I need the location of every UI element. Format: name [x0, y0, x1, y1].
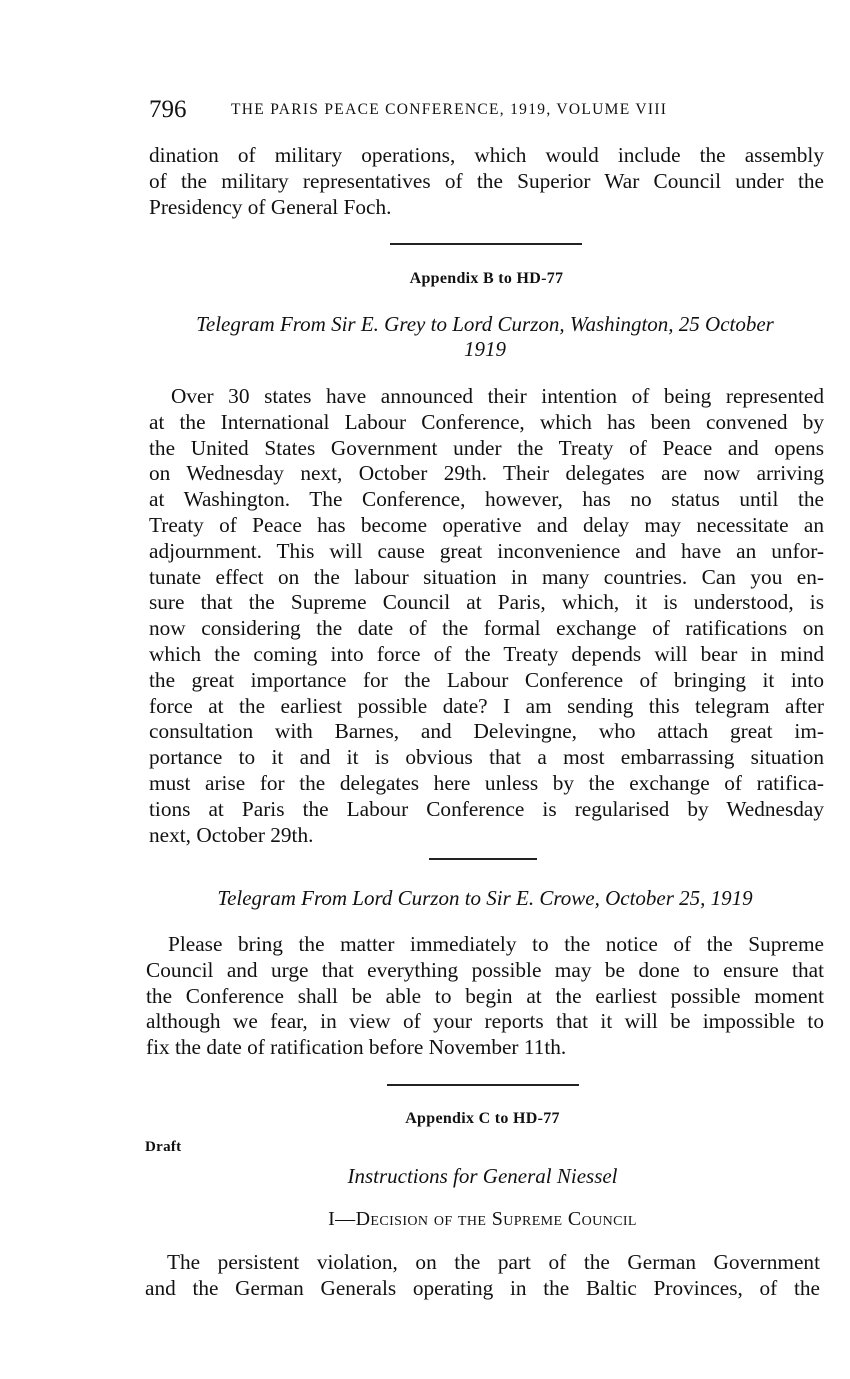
paragraph-line: Treaty of Peace has become operative and delay may necessitate an — [149, 512, 824, 537]
paragraph-line: portance to it and it is obvious that a most embarrassing situation — [149, 745, 824, 770]
instructions-heading: Instructions for General Niessel — [347, 1164, 618, 1188]
paragraph-line: now considering the date of the formal exchange of ratifications on — [149, 616, 824, 641]
telegram-1-heading-line: Telegram From Sir E. Grey to Lord Curzon, Washington, 25 October — [196, 312, 774, 336]
paragraph-line: the great importance for the Labour Conference of bringing it into — [149, 667, 824, 692]
paragraph-line: force at the earliest possible date? I am sending this telegram after — [149, 693, 824, 718]
paragraph-line: at the International Labour Conference, which has been convened by — [149, 409, 824, 434]
telegram-1-heading-line: 1919 — [464, 337, 506, 361]
draft-label: Draft — [145, 1139, 182, 1155]
section-divider — [387, 1084, 579, 1086]
paragraph-line: at Washington. The Conference, however, has no status until the — [149, 487, 824, 512]
telegram-2-heading: Telegram From Lord Curzon to Sir E. Crowe, October 25, 1919 — [217, 886, 753, 910]
paragraph-line: on Wednesday next, October 29th. Their delegates are now arriving — [149, 461, 824, 486]
paragraph-line: tunate effect on the labour situation in many countries. Can you en- — [149, 564, 824, 589]
telegram-1-heading — [145, 312, 825, 362]
paragraph-line: although we fear, in view of your reports that it will be impossible to — [146, 1009, 824, 1034]
paragraph-line: next, October 29th. — [149, 822, 314, 847]
paragraph-line: Presidency of General Foch. — [149, 194, 392, 219]
paragraph-line: the Conference shall be able to begin at the earliest possible moment — [146, 983, 824, 1008]
telegram-1-body — [149, 384, 824, 848]
paragraph-line: the United States Government under the Treaty of Peace and opens — [149, 435, 824, 460]
paragraph-line: adjournment. This will cause great inconvenience and have an unfor- — [149, 538, 824, 563]
paragraph-line: Council and urge that everything possible may be done to ensure that — [146, 957, 824, 982]
section-divider — [390, 243, 582, 245]
page-number: 796 — [149, 96, 187, 123]
paragraph-line: Please bring the matter immediately to the notice of the Supreme — [168, 932, 824, 956]
telegram-2-body — [146, 932, 824, 1061]
section-divider — [429, 858, 537, 860]
paragraph-line: of the military representatives of the Superior War Council under the — [149, 168, 824, 193]
section-heading: I—Decision of the Supreme Council — [328, 1208, 637, 1230]
paragraph-line: which the coming into force of the Treaty depends will bear in mind — [149, 641, 824, 666]
paragraph-line: The persistent violation, on the part of the German Government — [167, 1250, 820, 1274]
paragraph-line: and the German Generals operating in the Baltic Provinces, of the — [145, 1275, 820, 1300]
appendix-c-body — [145, 1250, 820, 1302]
appendix-c-heading: Appendix C to HD-77 — [405, 1110, 560, 1127]
paragraph-line: consultation with Barnes, and Delevingne, who attach great im- — [149, 719, 824, 744]
page-header — [149, 96, 825, 126]
paragraph-line: fix the date of ratification before November 11th. — [146, 1035, 567, 1060]
running-title: THE PARIS PEACE CONFERENCE, 1919, VOLUME VIII — [231, 101, 668, 118]
intro-paragraph — [149, 143, 824, 220]
paragraph-line: must arise for the delegates here unless by the exchange of ratifica- — [149, 770, 824, 795]
appendix-b-heading: Appendix B to HD-77 — [409, 270, 564, 287]
paragraph-line: tions at Paris the Labour Conference is regularised by Wednesday — [149, 796, 824, 821]
paragraph-line: dination of military operations, which would include the assembly — [149, 143, 824, 167]
paragraph-line: Over 30 states have announced their intention of being represented — [171, 384, 824, 408]
paragraph-line: sure that the Supreme Council at Paris, which, it is understood, is — [149, 590, 824, 615]
